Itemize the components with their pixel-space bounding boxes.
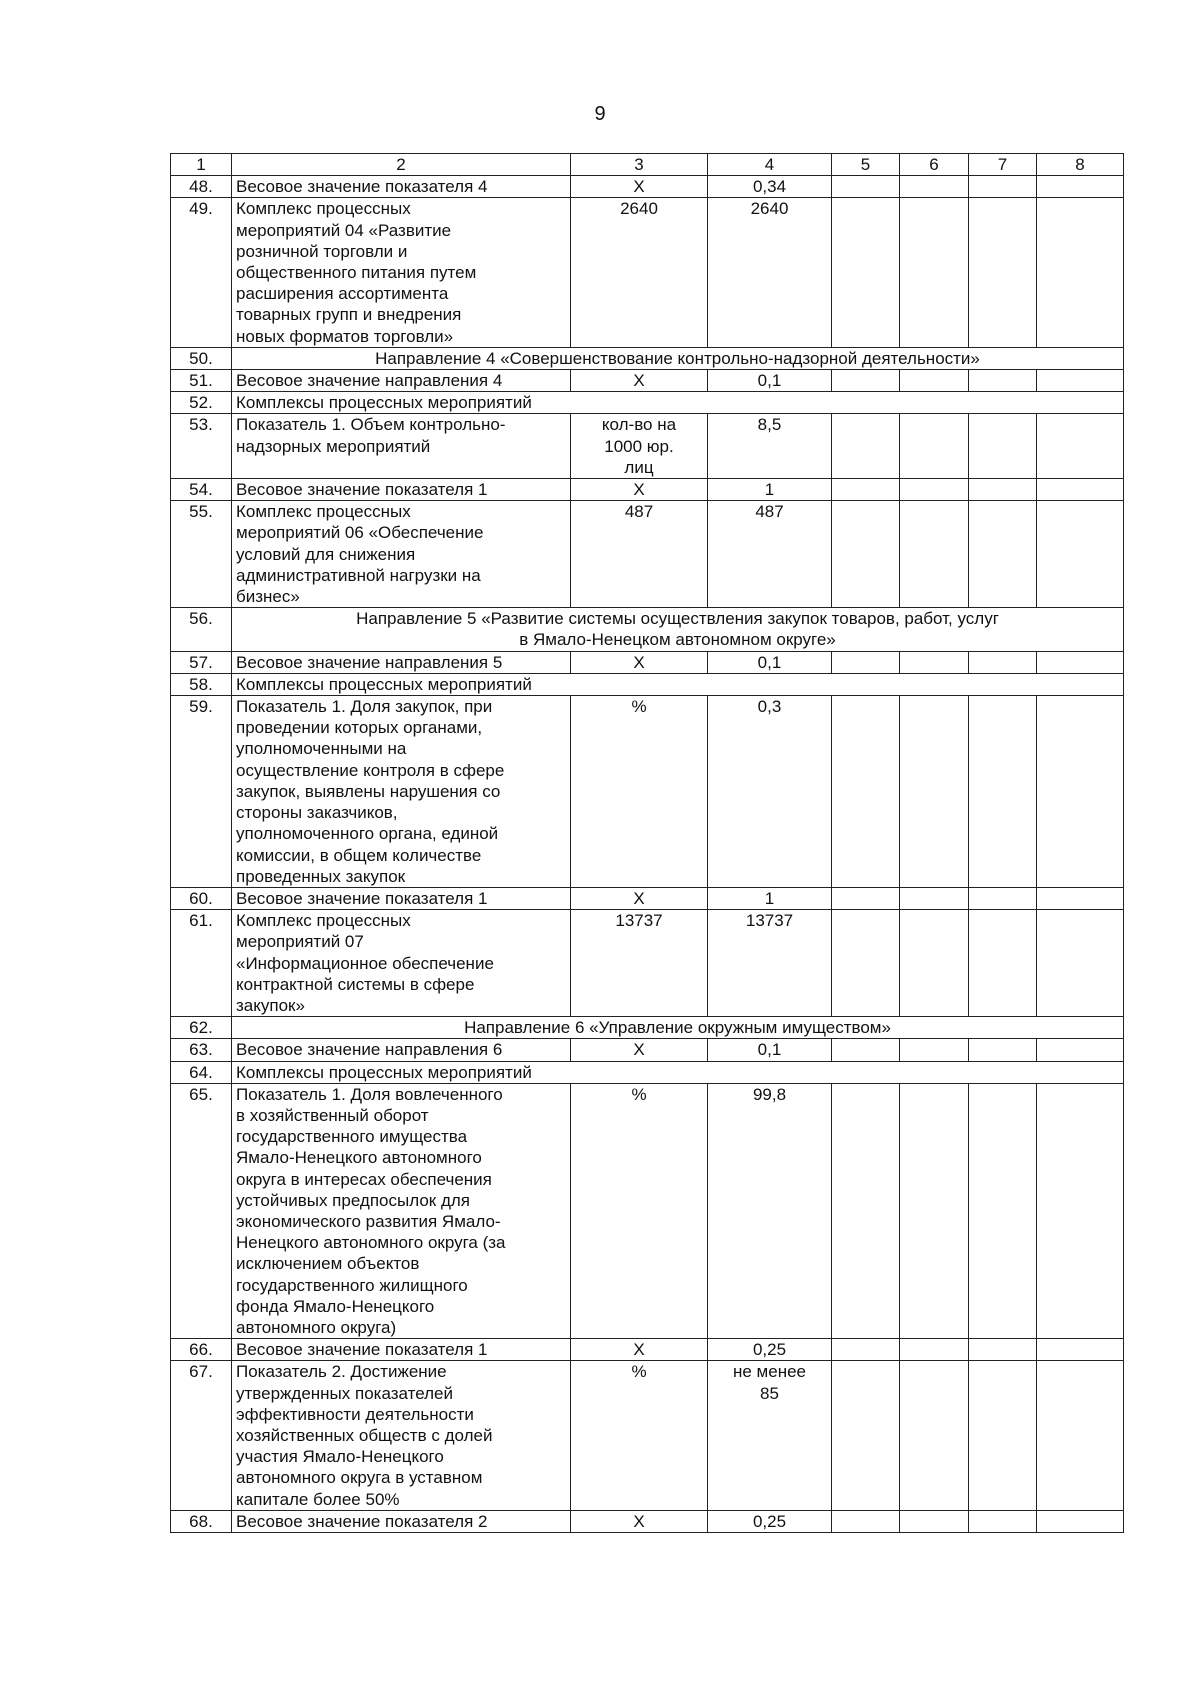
row-number-cell: 63. [171, 1039, 232, 1061]
header-cell: 3 [571, 154, 708, 176]
value-cell: не менее 85 [708, 1361, 832, 1510]
empty-cell [900, 370, 969, 392]
empty-cell [1037, 198, 1124, 347]
empty-cell [900, 1339, 969, 1361]
table-body [171, 154, 1124, 1533]
section-title-cell: Комплексы процессных мероприятий [232, 1061, 1124, 1083]
unit-cell: 2640 [571, 198, 708, 347]
row-number-cell: 64. [171, 1061, 232, 1083]
row-number-cell: 67. [171, 1361, 232, 1510]
empty-cell [1037, 696, 1124, 888]
table-row [171, 696, 1124, 888]
section-title-cell: Комплексы процессных мероприятий [232, 673, 1124, 695]
empty-cell [969, 370, 1037, 392]
table-row [171, 414, 1124, 479]
value-cell: 0,25 [708, 1510, 832, 1532]
empty-cell [969, 1361, 1037, 1510]
empty-cell [900, 1039, 969, 1061]
table-row [171, 198, 1124, 347]
table-row [171, 479, 1124, 501]
unit-cell: Х [571, 479, 708, 501]
empty-cell [969, 1510, 1037, 1532]
table-row [171, 1361, 1124, 1510]
value-cell: 0,3 [708, 696, 832, 888]
indicator-name-cell: Весовое значение показателя 2 [232, 1510, 571, 1532]
row-number-cell: 58. [171, 673, 232, 695]
row-number-cell: 61. [171, 910, 232, 1017]
value-cell: 13737 [708, 910, 832, 1017]
indicator-name-cell: Показатель 2. Достижение утвержденных показателей эффективности деятельности хозяйственных обществ с долей участия Ямало-Ненецкого автономного округа в уставном капитале более 50% [232, 1361, 571, 1510]
empty-cell [832, 887, 900, 909]
empty-cell [900, 1510, 969, 1532]
unit-cell: % [571, 1361, 708, 1510]
empty-cell [1037, 887, 1124, 909]
empty-cell [900, 176, 969, 198]
unit-cell: % [571, 696, 708, 888]
empty-cell [832, 414, 900, 479]
empty-cell [1037, 910, 1124, 1017]
empty-cell [832, 479, 900, 501]
table-row [171, 1510, 1124, 1532]
value-cell: 487 [708, 501, 832, 608]
direction-title-cell: Направление 4 «Совершенствование контрольно-надзорной деятельности» [232, 347, 1124, 369]
direction-title-cell: Направление 6 «Управление окружным имуществом» [232, 1017, 1124, 1039]
row-number-cell: 48. [171, 176, 232, 198]
row-number-cell: 51. [171, 370, 232, 392]
table-row [171, 673, 1124, 695]
row-number-cell: 60. [171, 887, 232, 909]
table-row [171, 887, 1124, 909]
empty-cell [969, 501, 1037, 608]
header-cell: 6 [900, 154, 969, 176]
page-number: 9 [594, 103, 606, 125]
header-cell: 7 [969, 154, 1037, 176]
empty-cell [832, 198, 900, 347]
value-cell: 0,1 [708, 1039, 832, 1061]
table-header-row [171, 154, 1124, 176]
empty-cell [969, 479, 1037, 501]
unit-cell: Х [571, 1039, 708, 1061]
unit-cell: Х [571, 370, 708, 392]
empty-cell [1037, 651, 1124, 673]
table-row [171, 651, 1124, 673]
empty-cell [969, 176, 1037, 198]
table-row [171, 1339, 1124, 1361]
row-number-cell: 68. [171, 1510, 232, 1532]
empty-cell [832, 501, 900, 608]
header-cell: 1 [171, 154, 232, 176]
empty-cell [1037, 1083, 1124, 1338]
row-number-cell: 53. [171, 414, 232, 479]
empty-cell [900, 501, 969, 608]
indicator-name-cell: Показатель 1. Объем контрольно- надзорных мероприятий [232, 414, 571, 479]
empty-cell [900, 479, 969, 501]
header-cell: 5 [832, 154, 900, 176]
value-cell: 1 [708, 887, 832, 909]
value-cell: 0,1 [708, 651, 832, 673]
empty-cell [1037, 1510, 1124, 1532]
value-cell: 8,5 [708, 414, 832, 479]
empty-cell [832, 696, 900, 888]
empty-cell [832, 1361, 900, 1510]
unit-cell: Х [571, 651, 708, 673]
unit-cell: кол-во на 1000 юр. лиц [571, 414, 708, 479]
empty-cell [832, 370, 900, 392]
empty-cell [832, 651, 900, 673]
empty-cell [969, 651, 1037, 673]
empty-cell [969, 198, 1037, 347]
empty-cell [832, 910, 900, 1017]
empty-cell [969, 1339, 1037, 1361]
table-row [171, 370, 1124, 392]
section-title-cell: Комплексы процессных мероприятий [232, 392, 1124, 414]
table-row [171, 910, 1124, 1017]
indicators-table [170, 153, 1124, 1533]
empty-cell [900, 1083, 969, 1338]
value-cell: 2640 [708, 198, 832, 347]
table-row [171, 176, 1124, 198]
value-cell: 0,1 [708, 370, 832, 392]
table-row [171, 392, 1124, 414]
direction-title-cell: Направление 5 «Развитие системы осуществления закупок товаров, работ, услуг в Ямало-Ненецком автономном округе» [232, 608, 1124, 651]
row-number-cell: 66. [171, 1339, 232, 1361]
empty-cell [900, 651, 969, 673]
row-number-cell: 59. [171, 696, 232, 888]
table-row [171, 501, 1124, 608]
value-cell: 1 [708, 479, 832, 501]
empty-cell [1037, 1339, 1124, 1361]
row-number-cell: 56. [171, 608, 232, 651]
row-number-cell: 65. [171, 1083, 232, 1338]
header-cell: 4 [708, 154, 832, 176]
indicator-name-cell: Весовое значение направления 5 [232, 651, 571, 673]
row-number-cell: 55. [171, 501, 232, 608]
empty-cell [1037, 479, 1124, 501]
table-row [171, 608, 1124, 651]
empty-cell [900, 198, 969, 347]
empty-cell [1037, 370, 1124, 392]
indicator-name-cell: Показатель 1. Доля вовлеченного в хозяйственный оборот государственного имущества Ямало-Ненецкого автономного округа в интересах обеспечения устойчивых предпосылок для экономического развития Ямало- Ненецкого автономного округа (за исключением объектов государственного жилищного фонда Ямало-Ненецкого автономного округа) [232, 1083, 571, 1338]
empty-cell [900, 414, 969, 479]
header-cell: 8 [1037, 154, 1124, 176]
empty-cell [900, 696, 969, 888]
row-number-cell: 54. [171, 479, 232, 501]
value-cell: 0,25 [708, 1339, 832, 1361]
empty-cell [1037, 1361, 1124, 1510]
unit-cell: % [571, 1083, 708, 1338]
empty-cell [1037, 501, 1124, 608]
row-number-cell: 62. [171, 1017, 232, 1039]
empty-cell [900, 910, 969, 1017]
unit-cell: 487 [571, 501, 708, 608]
empty-cell [832, 1039, 900, 1061]
value-cell: 99,8 [708, 1083, 832, 1338]
indicator-name-cell: Весовое значение направления 6 [232, 1039, 571, 1061]
empty-cell [969, 887, 1037, 909]
empty-cell [1037, 414, 1124, 479]
unit-cell: Х [571, 176, 708, 198]
table-row [171, 1017, 1124, 1039]
empty-cell [900, 1361, 969, 1510]
indicator-name-cell: Весовое значение показателя 1 [232, 1339, 571, 1361]
indicator-name-cell: Весовое значение показателя 1 [232, 887, 571, 909]
empty-cell [832, 1510, 900, 1532]
empty-cell [832, 1339, 900, 1361]
table-row [171, 1061, 1124, 1083]
table-row [171, 1083, 1124, 1338]
row-number-cell: 57. [171, 651, 232, 673]
table-row [171, 347, 1124, 369]
indicator-name-cell: Показатель 1. Доля закупок, при проведении которых органами, уполномоченными на осуществление контроля в сфере закупок, выявлены нарушения со стороны заказчиков, уполномоченного органа, единой комиссии, в общем количестве проведенных закупок [232, 696, 571, 888]
header-cell: 2 [232, 154, 571, 176]
indicator-name-cell: Весовое значение показателя 1 [232, 479, 571, 501]
indicator-name-cell: Комплекс процессных мероприятий 06 «Обеспечение условий для снижения административной нагрузки на бизнес» [232, 501, 571, 608]
empty-cell [832, 176, 900, 198]
unit-cell: Х [571, 1339, 708, 1361]
value-cell: 0,34 [708, 176, 832, 198]
empty-cell [969, 910, 1037, 1017]
table-row [171, 1039, 1124, 1061]
empty-cell [1037, 176, 1124, 198]
empty-cell [832, 1083, 900, 1338]
row-number-cell: 52. [171, 392, 232, 414]
indicator-name-cell: Весовое значение направления 4 [232, 370, 571, 392]
unit-cell: Х [571, 1510, 708, 1532]
row-number-cell: 49. [171, 198, 232, 347]
empty-cell [969, 1083, 1037, 1338]
unit-cell: 13737 [571, 910, 708, 1017]
indicator-name-cell: Комплекс процессных мероприятий 07 «Информационное обеспечение контрактной системы в сфере закупок» [232, 910, 571, 1017]
empty-cell [1037, 1039, 1124, 1061]
indicator-name-cell: Весовое значение показателя 4 [232, 176, 571, 198]
indicator-name-cell: Комплекс процессных мероприятий 04 «Развитие розничной торговли и общественного питания путем расширения ассортимента товарных групп и внедрения новых форматов торговли» [232, 198, 571, 347]
row-number-cell: 50. [171, 347, 232, 369]
empty-cell [969, 414, 1037, 479]
empty-cell [969, 696, 1037, 888]
unit-cell: Х [571, 887, 708, 909]
empty-cell [900, 887, 969, 909]
empty-cell [969, 1039, 1037, 1061]
